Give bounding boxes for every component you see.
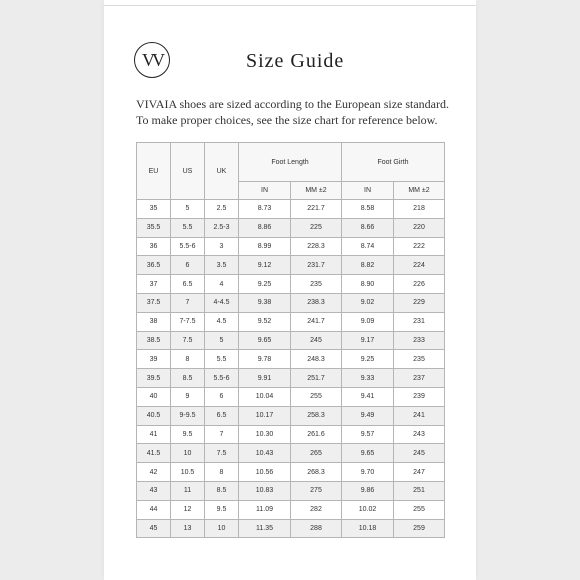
cell-length-in: 9.12 [239, 256, 291, 275]
cell-length-mm: 248.3 [291, 350, 342, 369]
cell-girth-in: 10.18 [342, 519, 394, 538]
cell-uk: 8.5 [205, 481, 239, 500]
logo-mark: VV [142, 49, 162, 70]
cell-uk: 4.5 [205, 312, 239, 331]
header-length-in: IN [239, 182, 291, 200]
header-us: US [171, 143, 205, 200]
cell-eu: 36 [137, 237, 171, 256]
cell-uk: 5 [205, 331, 239, 350]
cell-length-mm: 251.7 [291, 369, 342, 388]
cell-girth-mm: 222 [394, 237, 445, 256]
cell-us: 5 [171, 200, 205, 219]
cell-girth-in: 9.02 [342, 293, 394, 312]
cell-girth-mm: 220 [394, 218, 445, 237]
cell-length-mm: 258.3 [291, 406, 342, 425]
cell-girth-mm: 251 [394, 481, 445, 500]
cell-girth-in: 8.90 [342, 275, 394, 294]
table-row [137, 275, 445, 294]
cell-eu: 38.5 [137, 331, 171, 350]
cut-off-text [150, 572, 430, 580]
cell-girth-in: 9.65 [342, 444, 394, 463]
cell-girth-in: 10.02 [342, 500, 394, 519]
cell-us: 9-9.5 [171, 406, 205, 425]
cell-eu: 40 [137, 387, 171, 406]
table-row [137, 406, 445, 425]
cell-us: 7 [171, 293, 205, 312]
page-title: Size Guide [246, 50, 345, 72]
cell-us: 6 [171, 256, 205, 275]
cell-us: 11 [171, 481, 205, 500]
cell-girth-mm: 226 [394, 275, 445, 294]
cell-eu: 45 [137, 519, 171, 538]
cell-uk: 8 [205, 463, 239, 482]
header-girth-mm: MM ±2 [394, 182, 445, 200]
cell-uk: 3 [205, 237, 239, 256]
cell-us: 12 [171, 500, 205, 519]
cell-girth-mm: 233 [394, 331, 445, 350]
cell-length-in: 10.17 [239, 406, 291, 425]
header-eu: EU [137, 143, 171, 200]
cell-eu: 37 [137, 275, 171, 294]
table-row [137, 293, 445, 312]
table-row [137, 312, 445, 331]
cell-length-mm: 261.6 [291, 425, 342, 444]
cell-length-in: 11.09 [239, 500, 291, 519]
cell-uk: 6.5 [205, 406, 239, 425]
cell-us: 6.5 [171, 275, 205, 294]
cell-uk: 3.5 [205, 256, 239, 275]
cell-uk: 5.5-6 [205, 369, 239, 388]
cell-length-mm: 268.3 [291, 463, 342, 482]
table-row [137, 425, 445, 444]
cell-girth-mm: 239 [394, 387, 445, 406]
cell-length-mm: 282 [291, 500, 342, 519]
table-row [137, 444, 445, 463]
cell-eu: 35.5 [137, 218, 171, 237]
cell-girth-in: 9.86 [342, 481, 394, 500]
intro-line-2: To make proper choices, see the size chart for reference below. [136, 113, 438, 127]
table-row [137, 519, 445, 538]
vivaia-logo-icon [134, 42, 170, 78]
cell-eu: 41 [137, 425, 171, 444]
table-row [137, 256, 445, 275]
cell-girth-in: 9.09 [342, 312, 394, 331]
header-uk: UK [205, 143, 239, 200]
cell-eu: 36.5 [137, 256, 171, 275]
cell-girth-in: 8.74 [342, 237, 394, 256]
size-chart-table [136, 142, 445, 538]
cell-uk: 7 [205, 425, 239, 444]
cell-girth-in: 9.17 [342, 331, 394, 350]
cell-girth-mm: 259 [394, 519, 445, 538]
cell-eu: 35 [137, 200, 171, 219]
cell-length-mm: 245 [291, 331, 342, 350]
cell-eu: 41.5 [137, 444, 171, 463]
cell-us: 13 [171, 519, 205, 538]
cell-uk: 7.5 [205, 444, 239, 463]
table-row [137, 200, 445, 219]
cell-uk: 5.5 [205, 350, 239, 369]
cell-girth-mm: 245 [394, 444, 445, 463]
table-row [137, 331, 445, 350]
cell-uk: 10 [205, 519, 239, 538]
cell-uk: 4-4.5 [205, 293, 239, 312]
header-foot-length: Foot Length [239, 143, 342, 182]
cell-eu: 37.5 [137, 293, 171, 312]
cell-length-in: 9.78 [239, 350, 291, 369]
cell-girth-in: 9.33 [342, 369, 394, 388]
header-foot-girth: Foot Girth [342, 143, 445, 182]
cell-us: 7-7.5 [171, 312, 205, 331]
table-row [137, 237, 445, 256]
table-row [137, 350, 445, 369]
cell-girth-mm: 255 [394, 500, 445, 519]
cell-length-in: 10.83 [239, 481, 291, 500]
cell-girth-mm: 229 [394, 293, 445, 312]
cell-us: 7.5 [171, 331, 205, 350]
cell-us: 9.5 [171, 425, 205, 444]
cell-us: 9 [171, 387, 205, 406]
cell-uk: 2.5 [205, 200, 239, 219]
cell-eu: 39 [137, 350, 171, 369]
cell-length-in: 10.43 [239, 444, 291, 463]
cell-length-in: 8.73 [239, 200, 291, 219]
table-row [137, 387, 445, 406]
header-length-mm: MM ±2 [291, 182, 342, 200]
table-row [137, 218, 445, 237]
cell-us: 10 [171, 444, 205, 463]
cell-girth-in: 8.58 [342, 200, 394, 219]
cell-length-in: 11.35 [239, 519, 291, 538]
header-girth-in: IN [342, 182, 394, 200]
cell-length-in: 9.52 [239, 312, 291, 331]
cell-eu: 40.5 [137, 406, 171, 425]
cell-length-in: 9.91 [239, 369, 291, 388]
cell-girth-mm: 218 [394, 200, 445, 219]
cell-eu: 44 [137, 500, 171, 519]
cell-length-in: 10.04 [239, 387, 291, 406]
cell-girth-mm: 224 [394, 256, 445, 275]
table-row [137, 500, 445, 519]
cell-length-mm: 221.7 [291, 200, 342, 219]
cell-girth-in: 8.82 [342, 256, 394, 275]
cell-us: 5.5 [171, 218, 205, 237]
cell-uk: 9.5 [205, 500, 239, 519]
table-row [137, 481, 445, 500]
cell-us: 5.5-6 [171, 237, 205, 256]
cell-eu: 43 [137, 481, 171, 500]
table-row [137, 463, 445, 482]
cell-girth-in: 9.57 [342, 425, 394, 444]
cell-length-mm: 288 [291, 519, 342, 538]
intro-text [136, 96, 456, 128]
cell-eu: 39.5 [137, 369, 171, 388]
cell-us: 10.5 [171, 463, 205, 482]
intro-line-1: VIVAIA shoes are sized according to the European size standard. [136, 97, 450, 111]
cell-us: 8.5 [171, 369, 205, 388]
cell-length-in: 8.86 [239, 218, 291, 237]
cell-girth-mm: 235 [394, 350, 445, 369]
cell-length-in: 8.99 [239, 237, 291, 256]
cell-girth-mm: 231 [394, 312, 445, 331]
cell-girth-mm: 237 [394, 369, 445, 388]
cell-length-mm: 241.7 [291, 312, 342, 331]
cell-girth-in: 9.41 [342, 387, 394, 406]
table-row [137, 369, 445, 388]
cell-eu: 42 [137, 463, 171, 482]
cell-girth-mm: 247 [394, 463, 445, 482]
cell-length-in: 9.38 [239, 293, 291, 312]
cell-length-mm: 231.7 [291, 256, 342, 275]
cell-girth-in: 8.66 [342, 218, 394, 237]
cell-length-in: 10.30 [239, 425, 291, 444]
cell-uk: 6 [205, 387, 239, 406]
cell-length-mm: 265 [291, 444, 342, 463]
cell-eu: 38 [137, 312, 171, 331]
cell-girth-in: 9.25 [342, 350, 394, 369]
cell-length-in: 10.56 [239, 463, 291, 482]
cell-length-mm: 238.3 [291, 293, 342, 312]
cell-us: 8 [171, 350, 205, 369]
cell-length-in: 9.25 [239, 275, 291, 294]
cell-girth-mm: 241 [394, 406, 445, 425]
cell-length-mm: 235 [291, 275, 342, 294]
top-divider [104, 5, 476, 6]
cell-length-mm: 228.3 [291, 237, 342, 256]
cell-length-mm: 255 [291, 387, 342, 406]
cell-uk: 4 [205, 275, 239, 294]
cell-length-mm: 225 [291, 218, 342, 237]
cell-girth-in: 9.49 [342, 406, 394, 425]
cell-uk: 2.5-3 [205, 218, 239, 237]
cell-length-mm: 275 [291, 481, 342, 500]
cell-girth-mm: 243 [394, 425, 445, 444]
cell-length-in: 9.65 [239, 331, 291, 350]
cell-girth-in: 9.70 [342, 463, 394, 482]
